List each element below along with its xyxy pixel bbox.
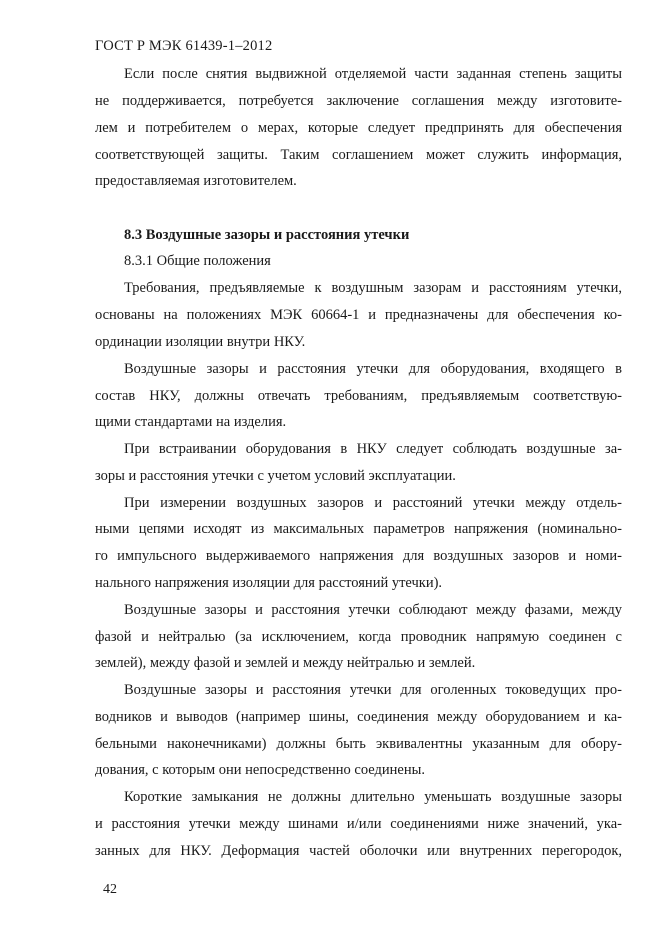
page-number: 42	[103, 882, 117, 897]
paragraph-line: занных для НКУ. Деформация частей оболочки или внутренних перегородок,	[95, 843, 622, 859]
paragraph-line: ординации изоляции внутри НКУ.	[95, 334, 306, 350]
paragraph-line: и расстояния утечки между шинами и/или соединениями ниже значений, ука-	[95, 816, 622, 832]
paragraph-line: При встраивании оборудования в НКУ следует соблюдать воздушные за-	[124, 441, 622, 457]
paragraph-line: фазой и нейтралью (за исключением, когда проводник напрямую соединен с	[95, 629, 622, 645]
document-header: ГОСТ Р МЭК 61439-1–2012	[95, 38, 273, 54]
paragraph-line: бельными наконечниками) должны быть эквивалентны указанным для обору-	[95, 736, 622, 752]
paragraph-line: не поддерживается, потребуется заключение соглашения между изготовите-	[95, 93, 622, 109]
section-heading: 8.3 Воздушные зазоры и расстояния утечки	[124, 227, 410, 243]
paragraph-line: Короткие замыкания не должны длительно уменьшать воздушные зазоры	[124, 789, 622, 805]
paragraph-line: землей), между фазой и землей и между нейтралью и землей.	[95, 655, 476, 671]
paragraph-line: основаны на положениях МЭК 60664-1 и предназначены для обеспечения ко-	[95, 307, 622, 323]
paragraph-line: Воздушные зазоры и расстояния утечки для оголенных токоведущих про-	[124, 682, 622, 698]
paragraph-line: Воздушные зазоры и расстояния утечки соблюдают между фазами, между	[124, 602, 622, 618]
paragraph-line: лем и потребителем о мерах, которые следует предпринять для обеспечения	[95, 120, 622, 136]
subsection-heading: 8.3.1 Общие положения	[124, 253, 271, 269]
paragraph-line: щими стандартами на изделия.	[95, 414, 287, 430]
paragraph-line: ными цепями исходят из максимальных параметров напряжения (номинально-	[95, 521, 622, 537]
paragraph-line: Требования, предъявляемые к воздушным зазорам и расстояниям утечки,	[124, 280, 622, 296]
paragraph-line: зоры и расстояния утечки с учетом условий эксплуатации.	[95, 468, 456, 484]
paragraph-line: Если после снятия выдвижной отделяемой части заданная степень защиты	[124, 66, 622, 82]
paragraph-line: соответствующей защиты. Таким соглашением может служить информация,	[95, 147, 622, 163]
paragraph-line: нального напряжения изоляции для расстояний утечки).	[95, 575, 443, 591]
paragraph-line: водников и выводов (например шины, соединения между оборудованием и ка-	[95, 709, 622, 725]
paragraph-line: дования, с которым они непосредственно соединены.	[95, 762, 425, 778]
paragraph-line: состав НКУ, должны отвечать требованиям, предъявляемым соответствую-	[95, 388, 622, 404]
paragraph-line: Воздушные зазоры и расстояния утечки для оборудования, входящего в	[124, 361, 622, 377]
paragraph-line: го импульсного выдерживаемого напряжения для воздушных зазоров и номи-	[95, 548, 622, 564]
paragraph-line: При измерении воздушных зазоров и расстояний утечки между отдель-	[124, 495, 622, 511]
paragraph-line: предоставляемая изготовителем.	[95, 173, 297, 189]
